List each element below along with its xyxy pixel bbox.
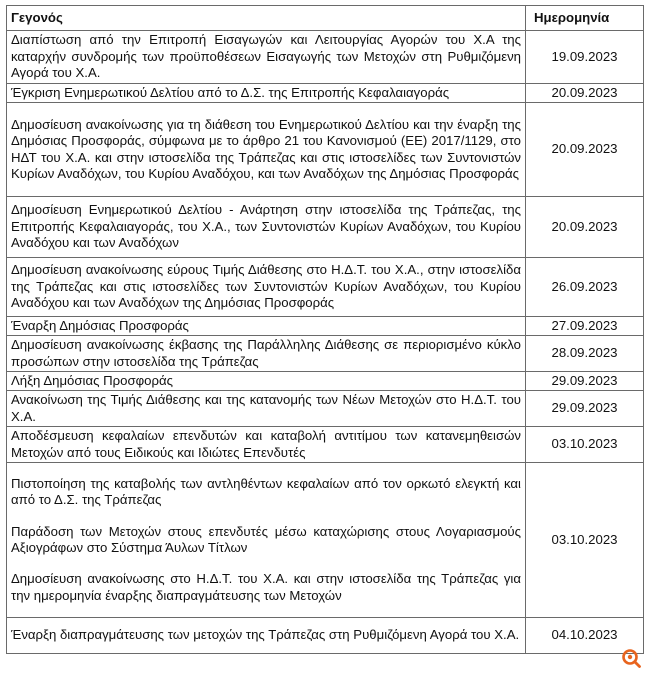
date-cell: 27.09.2023 bbox=[526, 317, 644, 336]
event-paragraph: Δημοσίευση ανακοίνωσης στο Η.Δ.Τ. του Χ.Α. και στην ιστοσελίδα της Τράπεζας για την ημερομηνία έναρξης διαπραγμάτευσης των Μετοχών bbox=[11, 571, 521, 603]
event-cell: Διαπίστωση από την Επιτροπή Εισαγωγών και Λειτουργίας Αγορών του Χ.Α της καταρχήν συνδρομής των προϋποθέσεων Εισαγωγής των Μετοχών στη Ρυθμιζόμενη Αγορά του Χ.Α. bbox=[7, 31, 526, 84]
event-cell: Ανακοίνωση της Τιμής Διάθεσης και της κατανομής των Νέων Μετοχών στο Η.Δ.Τ. του Χ.Α. bbox=[7, 391, 526, 427]
date-cell: 20.09.2023 bbox=[526, 84, 644, 103]
table-row bbox=[7, 258, 644, 317]
date-cell: 20.09.2023 bbox=[526, 103, 644, 197]
table-header-row bbox=[7, 6, 644, 31]
date-cell: 04.10.2023 bbox=[526, 618, 644, 654]
table-row bbox=[7, 31, 644, 84]
event-cell bbox=[7, 463, 526, 618]
event-cell: Δημοσίευση Ενημερωτικού Δελτίου - Ανάρτηση στην ιστοσελίδα της Τράπεζας, της Επιτροπής Κεφαλαιαγοράς, του Χ.Α., των Συντονιστών Κυρίων Αναδόχων, του Κυρίου Αναδόχου και των Αναδόχων bbox=[7, 197, 526, 258]
paragraph-spacer bbox=[11, 509, 521, 524]
table-row bbox=[7, 103, 644, 197]
capital-logo-icon bbox=[620, 647, 642, 669]
event-paragraph: Πιστοποίηση της καταβολής των αντληθέντων κεφαλαίων από τον ορκωτό ελεγκτή και από το Δ.Σ. της Τράπεζας bbox=[11, 475, 521, 508]
event-cell: Έγκριση Ενημερωτικού Δελτίου από το Δ.Σ. της Επιτροπής Κεφαλαιαγοράς bbox=[7, 84, 526, 103]
event-cell: Δημοσίευση ανακοίνωσης εύρους Τιμής Διάθεσης στο Η.Δ.Τ. του Χ.Α., στην ιστοσελίδα της Τράπεζας και στις ιστοσελίδες των Συντονιστών Κυρίων Αναδόχων, του Κυρίου Αναδόχου και των Αναδόχων της Δημόσιας Προσφοράς bbox=[7, 258, 526, 317]
table-row bbox=[7, 618, 644, 654]
event-paragraph: Παράδοση των Μετοχών στους επενδυτές μέσω καταχώρισης στους Λογαριασμούς Αξιογράφων στο Σύστημα Άυλων Τίτλων bbox=[11, 523, 521, 555]
event-cell: Λήξη Δημόσιας Προσφοράς bbox=[7, 372, 526, 391]
date-cell: 20.09.2023 bbox=[526, 197, 644, 258]
date-cell: 19.09.2023 bbox=[526, 31, 644, 84]
event-cell: Δημοσίευση ανακοίνωσης για τη διάθεση του Ενημερωτικού Δελτίου και την έναρξη της Δημόσιας Προσφοράς, σύμφωνα με το άρθρο 21 του Κανονισμού (ΕΕ) 2017/1129, στο ΗΔΤ του Χ.Α. και στην ιστοσελίδα της Τράπεζας και στις ιστοσελίδες των Συντονιστών Κυρίων Αναδόχων, του Κυρίου Αναδόχου, και των Αναδόχων της Δημόσιας Προσφοράς bbox=[7, 103, 526, 197]
date-column-header: Ημερομηνία bbox=[526, 6, 644, 31]
date-cell: 29.09.2023 bbox=[526, 372, 644, 391]
table-row bbox=[7, 317, 644, 336]
event-cell: Έναρξη διαπραγμάτευσης των μετοχών της Τράπεζας στη Ρυθμιζόμενη Αγορά του Χ.Α. bbox=[7, 618, 526, 654]
table-row bbox=[7, 391, 644, 427]
ipo-timetable bbox=[6, 5, 644, 654]
date-cell: 26.09.2023 bbox=[526, 258, 644, 317]
event-column-header: Γεγονός bbox=[7, 6, 526, 31]
event-cell: Δημοσίευση ανακοίνωσης έκβασης της Παράλληλης Διάθεσης σε περιορισμένο κύκλο προσώπων στην ιστοσελίδα της Τράπεζας bbox=[7, 336, 526, 372]
table-row bbox=[7, 84, 644, 103]
table-row bbox=[7, 427, 644, 463]
event-cell: Αποδέσμευση κεφαλαίων επενδυτών και καταβολή αντιτίμου των κατανεμηθεισών Μετοχών από τους Ειδικούς και Ιδιώτες Επενδυτές bbox=[7, 427, 526, 463]
date-cell: 03.10.2023 bbox=[526, 463, 644, 618]
date-cell: 28.09.2023 bbox=[526, 336, 644, 372]
paragraph-spacer bbox=[11, 556, 521, 571]
date-cell: 29.09.2023 bbox=[526, 391, 644, 427]
event-cell: Έναρξη Δημόσιας Προσφοράς bbox=[7, 317, 526, 336]
date-cell: 03.10.2023 bbox=[526, 427, 644, 463]
table-row bbox=[7, 372, 644, 391]
table-row bbox=[7, 463, 644, 618]
table-row bbox=[7, 197, 644, 258]
table-row bbox=[7, 336, 644, 372]
